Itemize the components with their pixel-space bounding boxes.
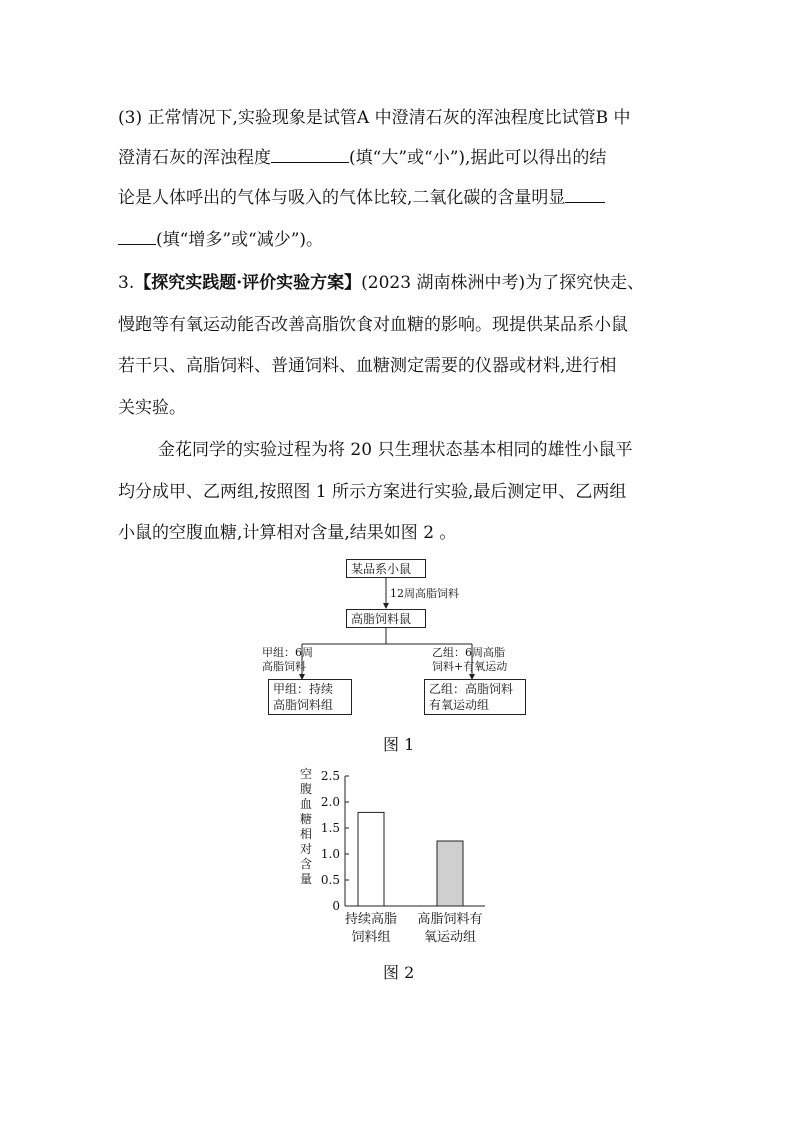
right-box: 乙组：高脂饲料 有氧运动组 (424, 679, 526, 715)
y-tick-label-4: 2.0 (320, 795, 340, 809)
figure-1-caption: 图 1 (383, 735, 415, 754)
q4-line-2: 慢跑等有氧运动能否改善高脂饮食对血糖的影响。现提供某品系小鼠 (118, 315, 628, 335)
q4-p2-line-3: 小鼠的空腹血糖,计算相对含量,结果如图 2 。 (118, 523, 457, 543)
q4-line-4: 关实验。 (118, 398, 186, 418)
q3-line-2-text-b: (填“大”或“小”),据此可以得出的结 (349, 148, 607, 168)
arrow-label-12-weeks: 12周高脂饲料 (390, 587, 459, 600)
q4-line-1-rest: (2023 湖南株洲中考)为了探究快走、 (361, 273, 645, 293)
y-tick-label-0: 0 (332, 899, 340, 913)
right-branch-label: 乙组：6周高脂 饲料+有氧运动 (432, 646, 508, 673)
x-category-label-1-0: 高脂饲料有 (417, 912, 483, 927)
bar-0 (358, 812, 384, 906)
y-tick-label-1: 0.5 (320, 873, 340, 887)
left-box: 甲组：持续 高脂饲料组 (268, 679, 352, 715)
q3-line-4-text: (填“增多”或“减少”)。 (156, 230, 324, 250)
bar-chart (0, 760, 794, 950)
y-tick-label-5: 2.5 (320, 769, 340, 783)
y-tick-label-3: 1.5 (320, 821, 340, 835)
q4-line-3: 若干只、高脂饲料、普通饲料、血糖测定需要的仪器或材料,进行相 (118, 356, 617, 376)
q3-line-3-text: 论是人体呼出的气体与吸入的气体比较,二氧化碳的含量明显 (118, 188, 566, 208)
x-category-label-0-1: 饲料组 (351, 930, 391, 945)
y-axis-label: 空腹血糖相对含量 (300, 767, 313, 886)
x-category-label-1-1: 氧运动组 (423, 930, 477, 945)
question-number: 3. (118, 273, 135, 293)
bar-1 (437, 841, 463, 906)
left-branch-label: 甲组：6周 高脂饲料 (262, 646, 313, 673)
y-tick-label-2: 1.0 (320, 847, 340, 861)
mid-box: 高脂饲料鼠 (346, 609, 426, 628)
q3-line-1: (3) 正常情况下,实验现象是试管A 中澄清石灰的浑浊程度比试管B 中 (118, 108, 631, 128)
q4-p2-line-1: 金花同学的实验过程为将 20 只生理状态基本相同的雄性小鼠平 (158, 440, 633, 460)
top-box: 某品系小鼠 (346, 559, 426, 578)
figure-2-caption: 图 2 (383, 963, 415, 982)
x-category-label-0-0: 持续高脂 (344, 912, 398, 927)
question-tag: 【探究实践题·评价实验方案】 (134, 273, 362, 293)
q3-line-2-text-a: 澄清石灰的浑浊程度 (118, 148, 271, 168)
q4-p2-line-2: 均分成甲、乙两组,按照图 1 所示方案进行实验,最后测定甲、乙两组 (118, 482, 627, 502)
